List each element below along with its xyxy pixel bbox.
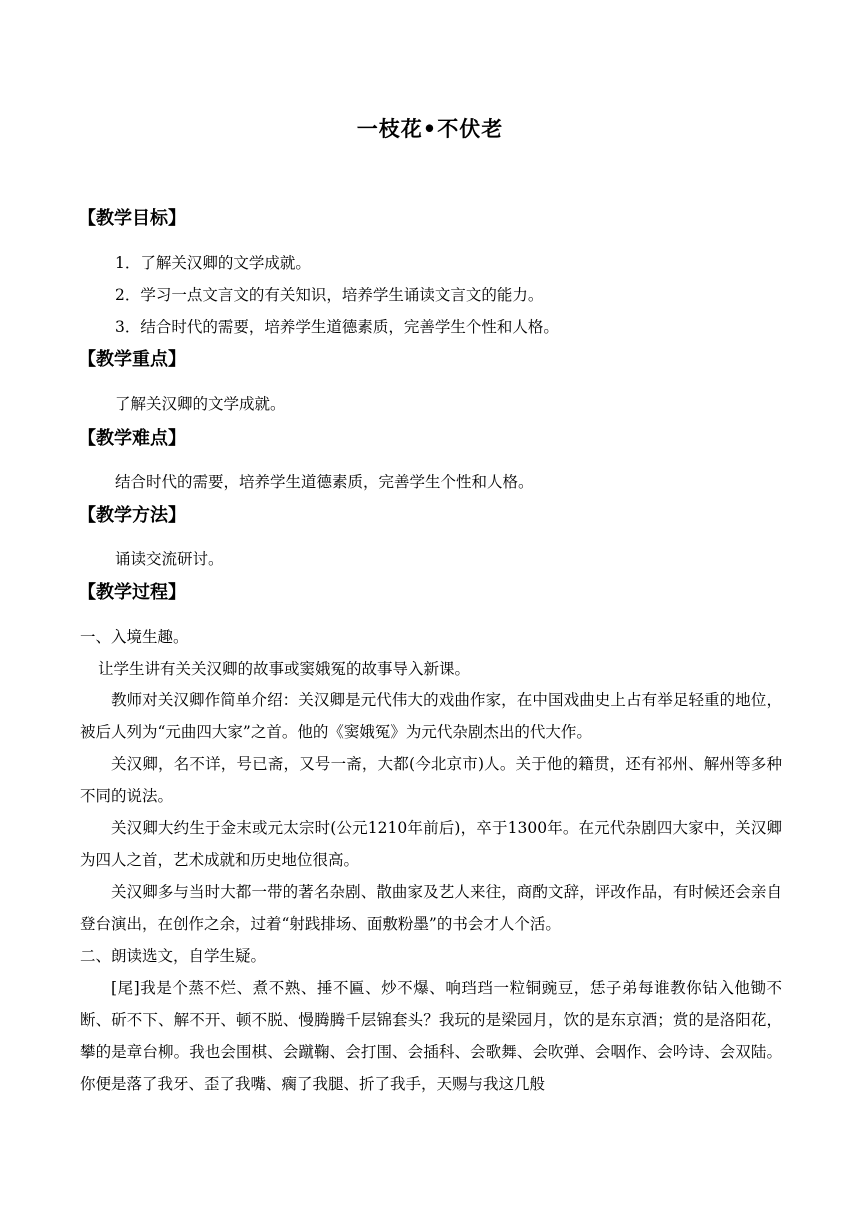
document-title: 一枝花•不伏老	[356, 116, 504, 141]
goal-item-1: 1．了解关汉卿的文学成就。	[115, 254, 311, 272]
section-heading-difficulties: 【教学难点】	[78, 428, 186, 449]
process-step-1-title: 一、入境生趣。	[80, 628, 189, 646]
goal-item-3: 3．结合时代的需要，培养学生道德素质，完善学生个性和人格。	[115, 318, 559, 336]
difficulties-text: 结合时代的需要，培养学生道德素质，完善学生个性和人格。	[115, 473, 534, 491]
key-points-text: 了解关汉卿的文学成就。	[115, 395, 286, 413]
process-paragraph-2: 关汉卿，名不详，号已斋，又号一斋，大都(今北京市)人。关于他的籍贯，还有祁州、解州等多种不同的说法。	[80, 755, 782, 805]
process-paragraph-1: 教师对关汉卿作简单介绍：关汉卿是元代伟大的戏曲作家，在中国戏曲史上占有举足轻重的地位，被后人列为“元曲四大家”之首。他的《窦娥冤》为元代杂剧杰出的代大作。	[80, 691, 782, 741]
process-step-2-title: 二、朗读选文，自学生疑。	[80, 947, 267, 965]
process-paragraph-4: 关汉卿多与当时大都一带的著名杂剧、散曲家及艺人来往，商酌文辞，评改作品，有时候还会亲自登台演出，在创作之余，过着“射践排场、面敷粉墨”的书会才人个活。	[80, 883, 782, 933]
process-paragraph-3: 关汉卿大约生于金末或元太宗时(公元1210年前后)，卒于1300年。在元代杂剧四大家中，关汉卿为四人之首，艺术成就和历史地位很高。	[80, 819, 782, 869]
section-heading-process: 【教学过程】	[78, 582, 186, 603]
section-heading-methods: 【教学方法】	[78, 505, 186, 526]
goal-item-2: 2．学习一点文言文的有关知识，培养学生诵读文言文的能力。	[115, 286, 544, 304]
process-step-1-intro: 让学生讲有关关汉卿的故事或窦娥冤的故事导入新课。	[98, 660, 471, 678]
methods-text: 诵读交流研讨。	[115, 550, 224, 568]
section-heading-key-points: 【教学重点】	[78, 349, 186, 370]
reading-passage: [尾]我是个蒸不烂、煮不熟、捶不匾、炒不爆、响珰珰一粒铜豌豆，恁子弟每谁教你钻入他锄不断、斫不下、解不开、顿不脱、慢腾腾千层锦套头？我玩的是梁园月，饮的是东京酒；赏的是洛阳花，攀的是章台柳。我也会围棋、会蹴鞠、会打围、会插科、会歌舞、会吹弹、会咽作、会吟诗、会双陆。你便是落了我牙、歪了我嘴、瘸了我腿、折了我手，天赐与我这几般	[80, 979, 782, 1093]
section-heading-goals: 【教学目标】	[78, 208, 186, 229]
